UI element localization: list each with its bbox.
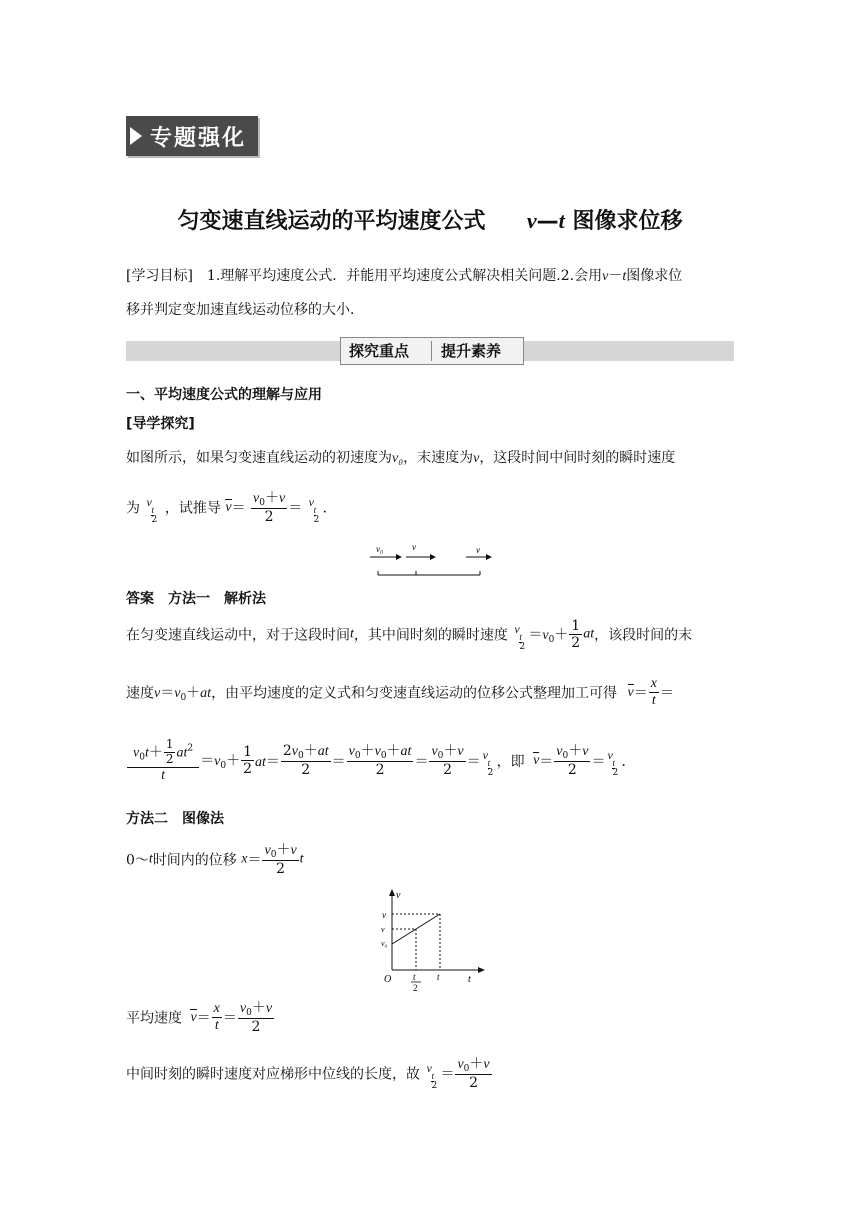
learning-goals — [126, 265, 682, 285]
m1-line1: 在匀变速直线运动中，对于这段时间t，其中间时刻的瞬时速度 v t 2 $=v_0+$ $\frac{1}{2}$ at，该段时间的末 — [126, 618, 693, 652]
page-title — [0, 204, 860, 235]
section-bar-right: 提升素养 — [441, 342, 502, 360]
m2-midpoint: 中间时刻的瞬时速度对应梯形中位线的长度，故 v t 2 ＝ $\frac{v_0+v}{2}$ — [126, 1056, 490, 1092]
title-t: t — [558, 208, 565, 233]
m1-b: ，其中间时刻的瞬时速度 — [353, 627, 508, 644]
section-bar-left: 探究重点 — [349, 342, 410, 360]
goals-dash: － — [608, 268, 623, 284]
m1-p2b: ，由平均速度的定义式和匀变速直线运动的位移公式整理加工可得 — [211, 685, 618, 702]
m2-disp-b: 时间内的位移 — [152, 852, 237, 869]
frac-v0-v: $\frac{v_0+v}{2}$ — [253, 490, 286, 526]
answer-label: 答案 — [126, 591, 154, 607]
section-bar-divider — [431, 341, 432, 361]
v-half-symbol-3: v t 2 — [514, 621, 526, 652]
answer-heading — [126, 588, 266, 608]
goals-tail: 图像求位 — [626, 268, 683, 284]
graph-tick-v0: v₀ — [381, 939, 388, 948]
graph-tick-v: v — [382, 910, 386, 920]
m1-t: t — [350, 626, 354, 642]
graph-tick-thalf-n: t — [413, 972, 416, 982]
goals-t: t — [622, 269, 627, 284]
m2-mid-label: 中间时刻的瞬时速度对应梯形中位线的长度，故 — [126, 1066, 420, 1083]
q-text-c: ，这段时间中间时刻的瞬时速度 — [479, 450, 676, 466]
graph-tick-thalf-d: 2 — [413, 983, 418, 993]
topic-banner — [126, 116, 258, 156]
m2-avg-label: 平均速度 — [126, 1010, 182, 1027]
q2-text-b: ，试推导 — [164, 500, 221, 517]
q-v: v — [473, 451, 480, 466]
v-half-symbol: v t 2 — [146, 494, 158, 525]
m2-disp-a: 0～ — [126, 852, 149, 869]
graph-tick-t: t — [437, 972, 440, 982]
m1-p2a: 速度 — [126, 685, 154, 702]
eq-2: ＝ — [288, 500, 303, 517]
graph-axis-v: v — [396, 890, 401, 901]
frac-x-t: $\frac{x}{t}$ — [650, 676, 657, 709]
method1-label: 方法一 解析法 — [168, 591, 266, 607]
graph-origin: O — [384, 974, 392, 985]
title-main: 匀变速直线运动的平均速度公式 — [177, 209, 486, 234]
question-line2: 为 v t 2 ，试推导 v＝ $\frac{v_0+v}{2}$ ＝ v t 2 ． — [126, 490, 337, 526]
method2-heading: 方法二 图像法 — [126, 811, 224, 827]
motion-label-v0: v₀ — [376, 544, 384, 554]
m2-displacement: 0～t时间内的位移 x＝ $\frac{v_0+v}{2}$ t — [126, 842, 304, 878]
title-tail: 图像求位移 — [572, 209, 683, 234]
m2-disp-t: t — [148, 851, 153, 867]
play-arrow-icon — [130, 127, 142, 145]
goals-v: v — [602, 269, 609, 284]
eq-1: ＝ — [231, 500, 246, 517]
motion-label-vhalf: v — [412, 542, 416, 552]
section1-tag: [导学探究] — [126, 416, 195, 432]
motion-diagram — [366, 543, 506, 579]
title-v: v — [526, 208, 537, 233]
graph-axis-t: t — [468, 974, 471, 985]
m1-a: 在匀变速直线运动中，对于这段时间 — [126, 627, 350, 644]
m1-then: ，即 — [496, 753, 525, 770]
q-text-b: ，末速度为 — [403, 450, 474, 466]
m2-average: 平均速度 v＝ $\frac{x}{t}$ ＝ $\frac{v_0+v}{2}$ — [126, 1000, 273, 1036]
m1-equation: $v_0t+$ $\frac{1}{2}$ $at^2$ t $=v_0+$ $\frac{1}{2}$ at＝ $\frac{2v_0+at}{2}$ ＝ $\frac{v_0+v_0+at}{2}$ ＝ $\frac{v_0+v}{2}$ ＝ v t 2 ，即 v＝ $\frac{v_0+v}{2}$ ＝ v t 2 ． — [126, 738, 635, 784]
frac-half-1: $\frac{1}{2}$ — [571, 618, 581, 652]
goals-line1: [学习目标] 1.理解平均速度公式．并能用平均速度公式解决相关问题.2.会用 — [126, 268, 603, 284]
q-text-a: 如图所示，如果匀变速直线运动的初速度为 — [126, 450, 392, 466]
question-line1 — [126, 447, 675, 467]
v-half-symbol-2: v t 2 — [308, 494, 320, 525]
title-dash: — — [536, 209, 559, 234]
learning-goals-line2: 移并判定变加速直线运动位移的大小． — [126, 302, 364, 318]
graph-tick-vhalf: v — [381, 925, 385, 934]
banner-label: 专题强化 — [150, 126, 247, 151]
q2-text-a: 为 — [126, 500, 140, 517]
m1-line2: 速度$v=v_0+at$，由平均速度的定义式和匀变速直线运动的位移公式整理加工可得 v＝ $\frac{x}{t}$ ＝ — [126, 676, 674, 709]
vt-graph — [380, 888, 490, 993]
q-v0: v₀ — [392, 451, 404, 466]
section1-heading: 一、平均速度公式的理解与应用 — [126, 387, 322, 403]
motion-label-v: v — [476, 545, 480, 555]
v-bar: v — [225, 499, 232, 515]
m1-c: ，该段时间的末 — [594, 627, 693, 644]
section-bar-box — [340, 337, 524, 365]
frac-big: $v_0t+$ $\frac{1}{2}$ $at^2$ t — [127, 738, 199, 784]
